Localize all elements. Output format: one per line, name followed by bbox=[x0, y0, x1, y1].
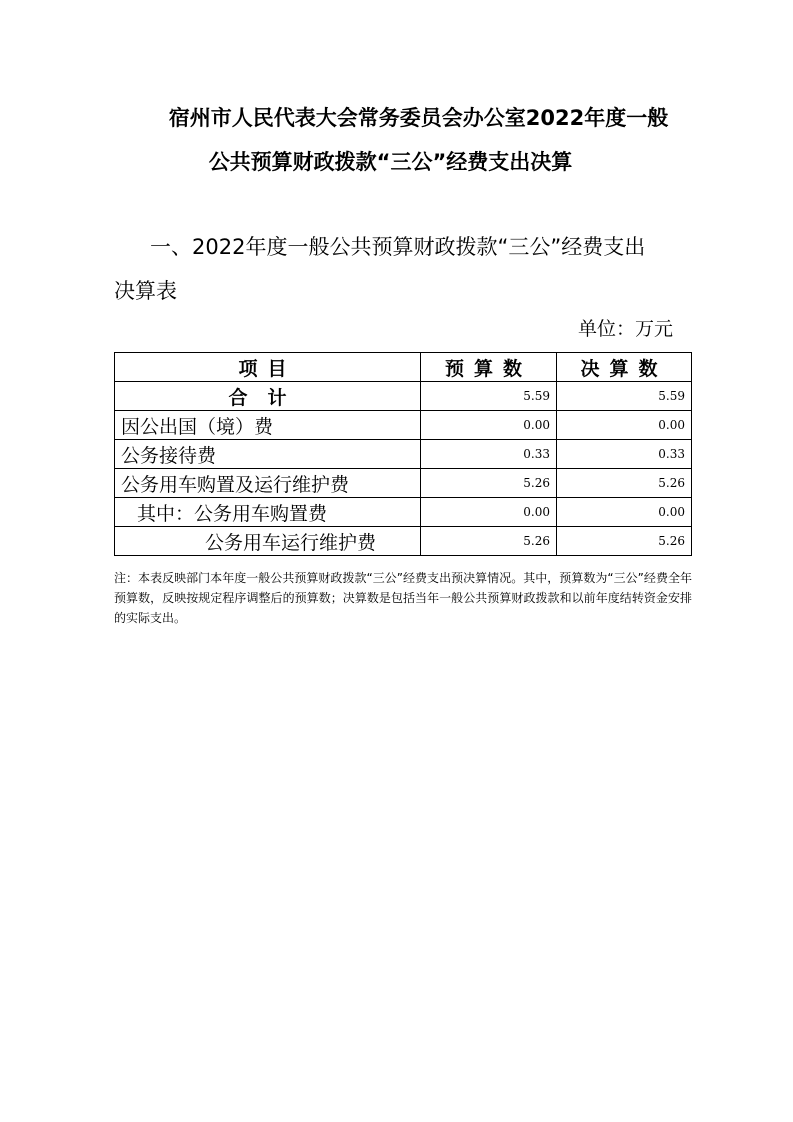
row-label-total: 合计 bbox=[115, 382, 421, 411]
table-row bbox=[115, 411, 692, 440]
header-budget: 预算数 bbox=[421, 353, 557, 382]
table-header-row bbox=[115, 353, 692, 382]
document-title-line-2: 公共预算财政拨款“三公”经费支出决算 bbox=[208, 150, 573, 174]
table-row bbox=[115, 440, 692, 469]
row-label: 公务用车购置及运行维护费 bbox=[115, 469, 421, 498]
table-row bbox=[115, 498, 692, 527]
row-actual-value: 5.26 bbox=[557, 527, 692, 556]
row-label: 公务接待费 bbox=[115, 440, 421, 469]
header-actual: 决算数 bbox=[557, 353, 692, 382]
unit-label: 单位：万元 bbox=[577, 318, 673, 340]
row-actual-value: 5.59 bbox=[557, 382, 692, 411]
table-row bbox=[115, 469, 692, 498]
row-budget-value: 0.00 bbox=[421, 411, 557, 440]
row-label: 其中：公务用车购置费 bbox=[115, 498, 421, 527]
row-actual-value: 5.26 bbox=[557, 469, 692, 498]
row-budget-value: 0.00 bbox=[421, 498, 557, 527]
table-row bbox=[115, 382, 692, 411]
row-actual-value: 0.33 bbox=[557, 440, 692, 469]
row-actual-value: 0.00 bbox=[557, 411, 692, 440]
table-footnote: 注：本表反映部门本年度一般公共预算财政拨款“三公”经费支出预决算情况。其中，预算数为“三公”经费全年预算数，反映按规定程序调整后的预算数；决算数是包括当年一般公共预算财政拨款和以前年度结转资金安排的实际支出。 bbox=[114, 571, 692, 625]
row-label: 因公出国（境）费 bbox=[115, 411, 421, 440]
row-label: 公务用车运行维护费 bbox=[115, 527, 421, 556]
section-heading-line-2: 决算表 bbox=[114, 279, 177, 303]
table-row bbox=[115, 527, 692, 556]
row-actual-value: 0.00 bbox=[557, 498, 692, 527]
header-item: 项目 bbox=[115, 353, 421, 382]
budget-table bbox=[114, 352, 692, 556]
row-budget-value: 5.59 bbox=[421, 382, 557, 411]
row-budget-value: 5.26 bbox=[421, 527, 557, 556]
section-heading-line-1: 一、2022年度一般公共预算财政拨款“三公”经费支出 bbox=[150, 235, 646, 259]
document-title-line-1: 宿州市人民代表大会常务委员会办公室2022年度一般 bbox=[168, 106, 669, 130]
row-budget-value: 0.33 bbox=[421, 440, 557, 469]
row-budget-value: 5.26 bbox=[421, 469, 557, 498]
